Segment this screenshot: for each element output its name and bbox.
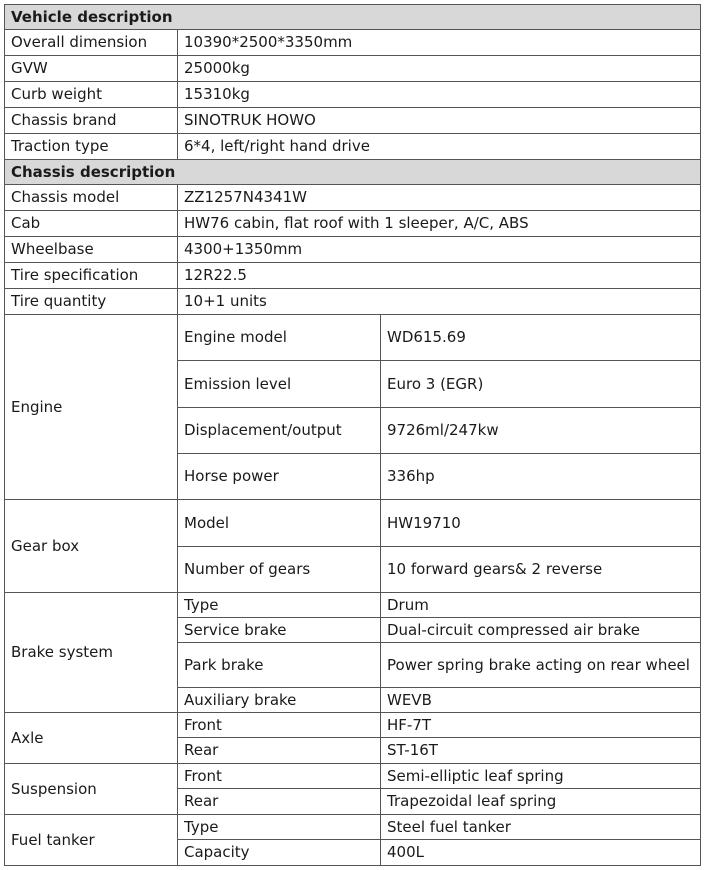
table-row: [5, 764, 701, 789]
sub-label: Emission level: [178, 361, 381, 408]
sub-label: Type: [178, 815, 381, 840]
group-label-axle: Axle: [5, 713, 178, 764]
row-value: HW76 cabin, flat roof with 1 sleeper, A/C, ABS: [178, 211, 701, 237]
sub-value: ST-16T: [381, 738, 701, 764]
section-chassis-description: Chassis description: [5, 160, 701, 185]
table-row: [5, 211, 701, 237]
group-label-suspension: Suspension: [5, 764, 178, 815]
table-row: [5, 185, 701, 211]
sub-label: Rear: [178, 738, 381, 764]
row-label: Wheelbase: [5, 237, 178, 263]
sub-label: Front: [178, 713, 381, 738]
sub-value: WD615.69: [381, 315, 701, 361]
row-label: Tire quantity: [5, 289, 178, 315]
sub-value: Trapezoidal leaf spring: [381, 789, 701, 815]
sub-label: Service brake: [178, 618, 381, 643]
row-label: Cab: [5, 211, 178, 237]
row-label: Chassis brand: [5, 108, 178, 134]
sub-value: Euro 3 (EGR): [381, 361, 701, 408]
sub-label: Model: [178, 500, 381, 547]
row-value: 15310kg: [178, 82, 701, 108]
sub-label: Number of gears: [178, 547, 381, 593]
sub-value: Drum: [381, 593, 701, 618]
table-row: [5, 134, 701, 160]
sub-value: HW19710: [381, 500, 701, 547]
sub-value: Power spring brake acting on rear wheel: [381, 643, 701, 688]
row-label: Overall dimension: [5, 30, 178, 56]
group-label-fuel-tanker: Fuel tanker: [5, 815, 178, 866]
row-value: ZZ1257N4341W: [178, 185, 701, 211]
group-label-gear-box: Gear box: [5, 500, 178, 593]
table-row: [5, 315, 701, 361]
sub-value: WEVB: [381, 688, 701, 713]
sub-label: Type: [178, 593, 381, 618]
sub-label: Capacity: [178, 840, 381, 866]
table-row: [5, 815, 701, 840]
group-label-brake-system: Brake system: [5, 593, 178, 713]
table-row: [5, 30, 701, 56]
sub-value: Steel fuel tanker: [381, 815, 701, 840]
sub-value: 9726ml/247kw: [381, 408, 701, 454]
sub-value: 336hp: [381, 454, 701, 500]
sub-label: Rear: [178, 789, 381, 815]
row-value: 12R22.5: [178, 263, 701, 289]
sub-label: Front: [178, 764, 381, 789]
sub-label: Horse power: [178, 454, 381, 500]
sub-label: Auxiliary brake: [178, 688, 381, 713]
group-label-engine: Engine: [5, 315, 178, 500]
sub-value: 10 forward gears& 2 reverse: [381, 547, 701, 593]
table-row: [5, 289, 701, 315]
sub-value: 400L: [381, 840, 701, 866]
row-label: Traction type: [5, 134, 178, 160]
section-vehicle-description: Vehicle description: [5, 5, 701, 30]
row-value: 25000kg: [178, 56, 701, 82]
section-header-row: [5, 160, 701, 185]
table-row: [5, 263, 701, 289]
row-value: SINOTRUK HOWO: [178, 108, 701, 134]
row-label: Chassis model: [5, 185, 178, 211]
table-row: [5, 500, 701, 547]
table-row: [5, 713, 701, 738]
row-value: 6*4, left/right hand drive: [178, 134, 701, 160]
row-value: 10390*2500*3350mm: [178, 30, 701, 56]
row-label: Tire specification: [5, 263, 178, 289]
table-row: [5, 108, 701, 134]
sub-value: Dual-circuit compressed air brake: [381, 618, 701, 643]
sub-value: Semi-elliptic leaf spring: [381, 764, 701, 789]
sub-label: Displacement/output: [178, 408, 381, 454]
table-row: [5, 56, 701, 82]
section-header-row: [5, 5, 701, 30]
table-row: [5, 237, 701, 263]
sub-label: Engine model: [178, 315, 381, 361]
table-row: [5, 593, 701, 618]
vehicle-spec-table: [4, 4, 701, 866]
sub-value: HF-7T: [381, 713, 701, 738]
table-row: [5, 82, 701, 108]
sub-label: Park brake: [178, 643, 381, 688]
row-label: GVW: [5, 56, 178, 82]
row-label: Curb weight: [5, 82, 178, 108]
row-value: 4300+1350mm: [178, 237, 701, 263]
row-value: 10+1 units: [178, 289, 701, 315]
